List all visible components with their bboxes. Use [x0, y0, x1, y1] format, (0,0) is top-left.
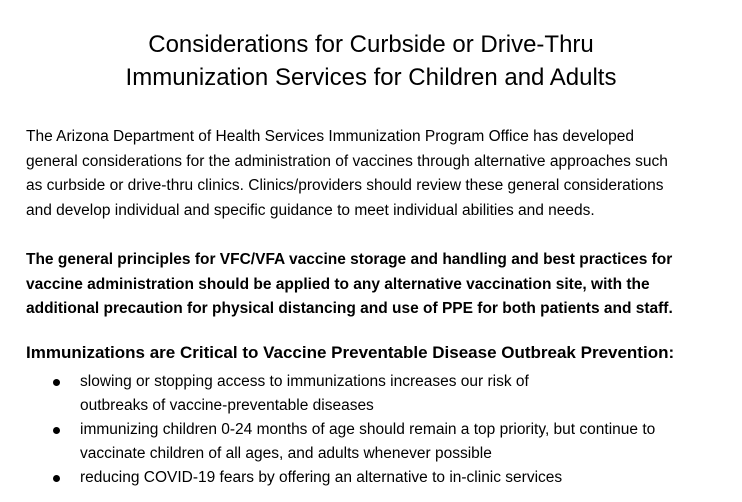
section-heading: Immunizations are Critical to Vaccine Preventable Disease Outbreak Prevention:	[26, 343, 675, 362]
list-item-line: slowing or stopping access to immunizations increases our risk of	[80, 373, 529, 390]
list-item-line: vaccinate children of all ages, and adults whenever possible	[80, 445, 492, 462]
principles-line: additional precaution for physical distancing and use of PPE for both patients and staff.	[26, 300, 673, 317]
bullet-icon	[53, 427, 60, 434]
document-title	[0, 28, 742, 94]
bullet-icon	[53, 475, 60, 482]
intro-line: as curbside or drive-thru clinics. Clinics/providers should review these general considerations	[26, 177, 664, 194]
list-item	[0, 370, 742, 418]
principles-line: vaccine administration should be applied to any alternative vaccination site, with the	[26, 275, 650, 293]
bullet-icon	[53, 379, 60, 386]
intro-line: The Arizona Department of Health Services Immunization Program Office has developed	[26, 128, 634, 145]
bullet-list	[0, 370, 742, 490]
list-item	[0, 418, 742, 466]
principles-paragraph	[26, 248, 736, 322]
list-item-line: outbreaks of vaccine-preventable diseases	[80, 397, 374, 414]
list-item-line: immunizing children 0-24 months of age should remain a top priority, but continue to	[80, 421, 656, 438]
title-line-1: Considerations for Curbside or Drive-Thru	[148, 31, 594, 58]
intro-line: and develop individual and specific guidance to meet individual abilities and needs.	[26, 201, 595, 219]
intro-line: general considerations for the administration of vaccines through alternative approaches such	[26, 152, 668, 170]
title-line-2: Immunization Services for Children and Adults	[125, 64, 617, 91]
intro-paragraph	[26, 125, 732, 223]
list-item	[0, 466, 742, 490]
list-item-line: reducing COVID-19 fears by offering an alternative to in-clinic services	[80, 469, 563, 486]
principles-line: The general principles for VFC/VFA vaccine storage and handling and best practices for	[26, 251, 673, 268]
